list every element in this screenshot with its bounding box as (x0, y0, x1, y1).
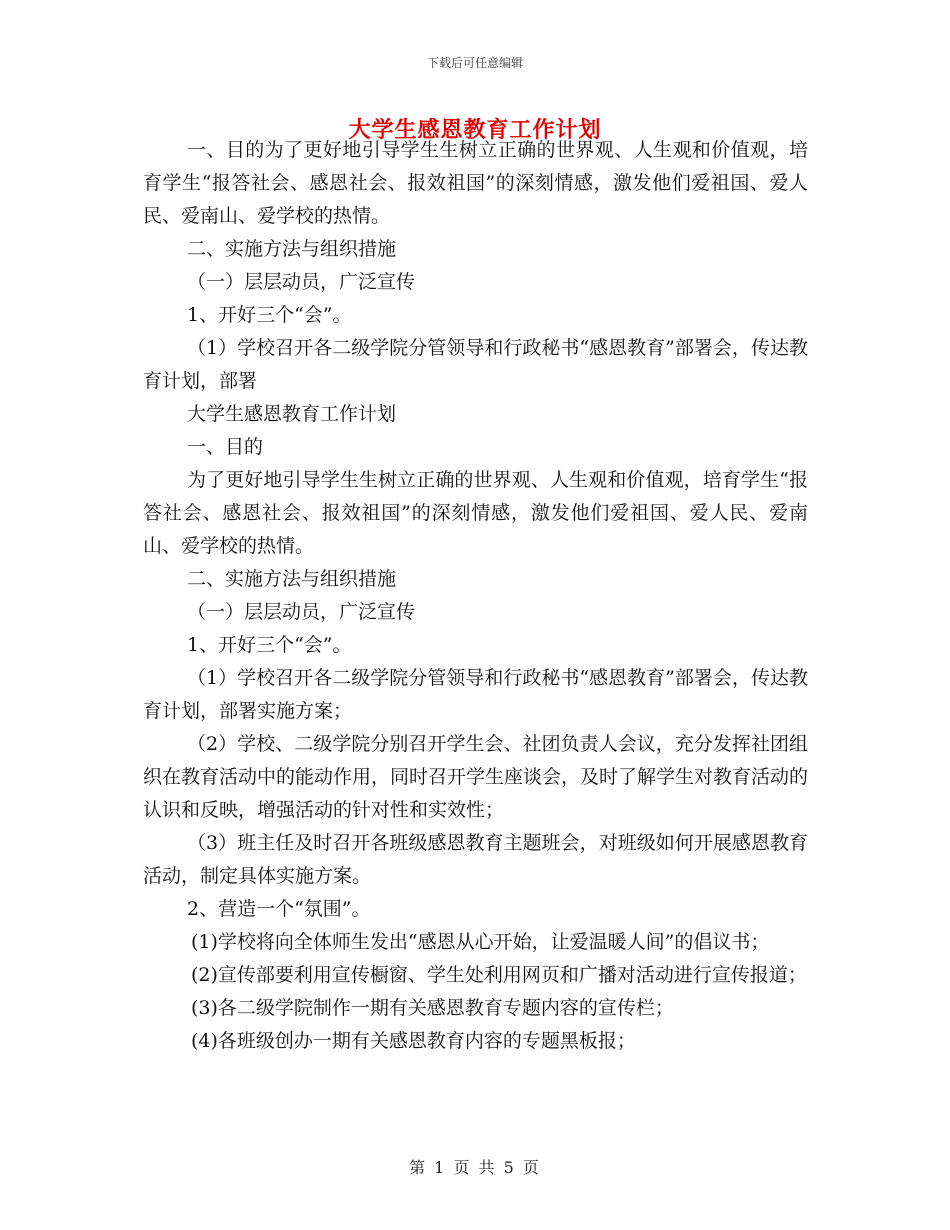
paragraph: （1）学校召开各二级学院分管领导和行政秘书“感恩教育”部署会，传达教育计划，部署实施方案； (143, 667, 808, 722)
paragraph: 二、实施方法与组织措施 (187, 568, 397, 590)
paragraph: （3）班主任及时召开各班级感恩教育主题班会，对班级如何开展感恩教育活动，制定具体实施方案。 (143, 832, 808, 887)
paragraph: （一）层层动员，广泛宣传 (187, 271, 416, 293)
paragraph: 大学生感恩教育工作计划 (187, 403, 397, 425)
paragraph: 2、营造一个“氛围”。 (187, 898, 371, 920)
paragraph: 一、目的为了更好地引导学生生树立正确的世界观、人生观和价值观，培育学生“报答社会、感恩社会、报效祖国”的深刻情感，激发他们爱祖国、爱人民、爱南山、爱学校的热情。 (143, 139, 808, 227)
paragraph: （2）学校、二级学院分别召开学生会、社团负责人会议，充分发挥社团组织在教育活动中的能动作用，同时召开学生座谈会，及时了解学生对教育活动的认识和反映，增强活动的针对性和实效性； (143, 733, 809, 821)
paragraph: (4)各班级创办一期有关感恩教育内容的专题黑板报； (191, 1030, 636, 1052)
page-number: 第 1 页 共 5 页 (409, 1158, 541, 1177)
paragraph: 一、目的 (187, 436, 264, 458)
page-header: 下载后可任意编辑 (426, 56, 523, 70)
paragraph: (3)各二级学院制作一期有关感恩教育专题内容的宣传栏； (191, 997, 674, 1019)
paragraph: 二、实施方法与组织措施 (187, 238, 397, 260)
paragraph: 1、开好三个“会”。 (187, 634, 352, 656)
paragraph: (1)学校将向全体师生发出“感恩从心开始，让爱温暖人间”的倡议书； (191, 931, 770, 953)
paragraph: （一）层层动员，广泛宣传 (187, 601, 416, 623)
paragraph: （1）学校召开各二级学院分管领导和行政秘书“感恩教育”部署会，传达教育计划，部署 (143, 337, 808, 392)
document-title: 大学生感恩教育工作计划 (348, 117, 602, 143)
paragraph: 1、开好三个“会”。 (187, 304, 352, 326)
document-body (143, 134, 808, 1058)
paragraph: 为了更好地引导学生生树立正确的世界观、人生观和价值观，培育学生“报答社会、感恩社会、报效祖国”的深刻情感，激发他们爱祖国、爱人民、爱南山、爱学校的热情。 (143, 469, 808, 557)
paragraph: (2)宣传部要利用宣传橱窗、学生处利用网页和广播对活动进行宣传报道； (191, 964, 807, 986)
